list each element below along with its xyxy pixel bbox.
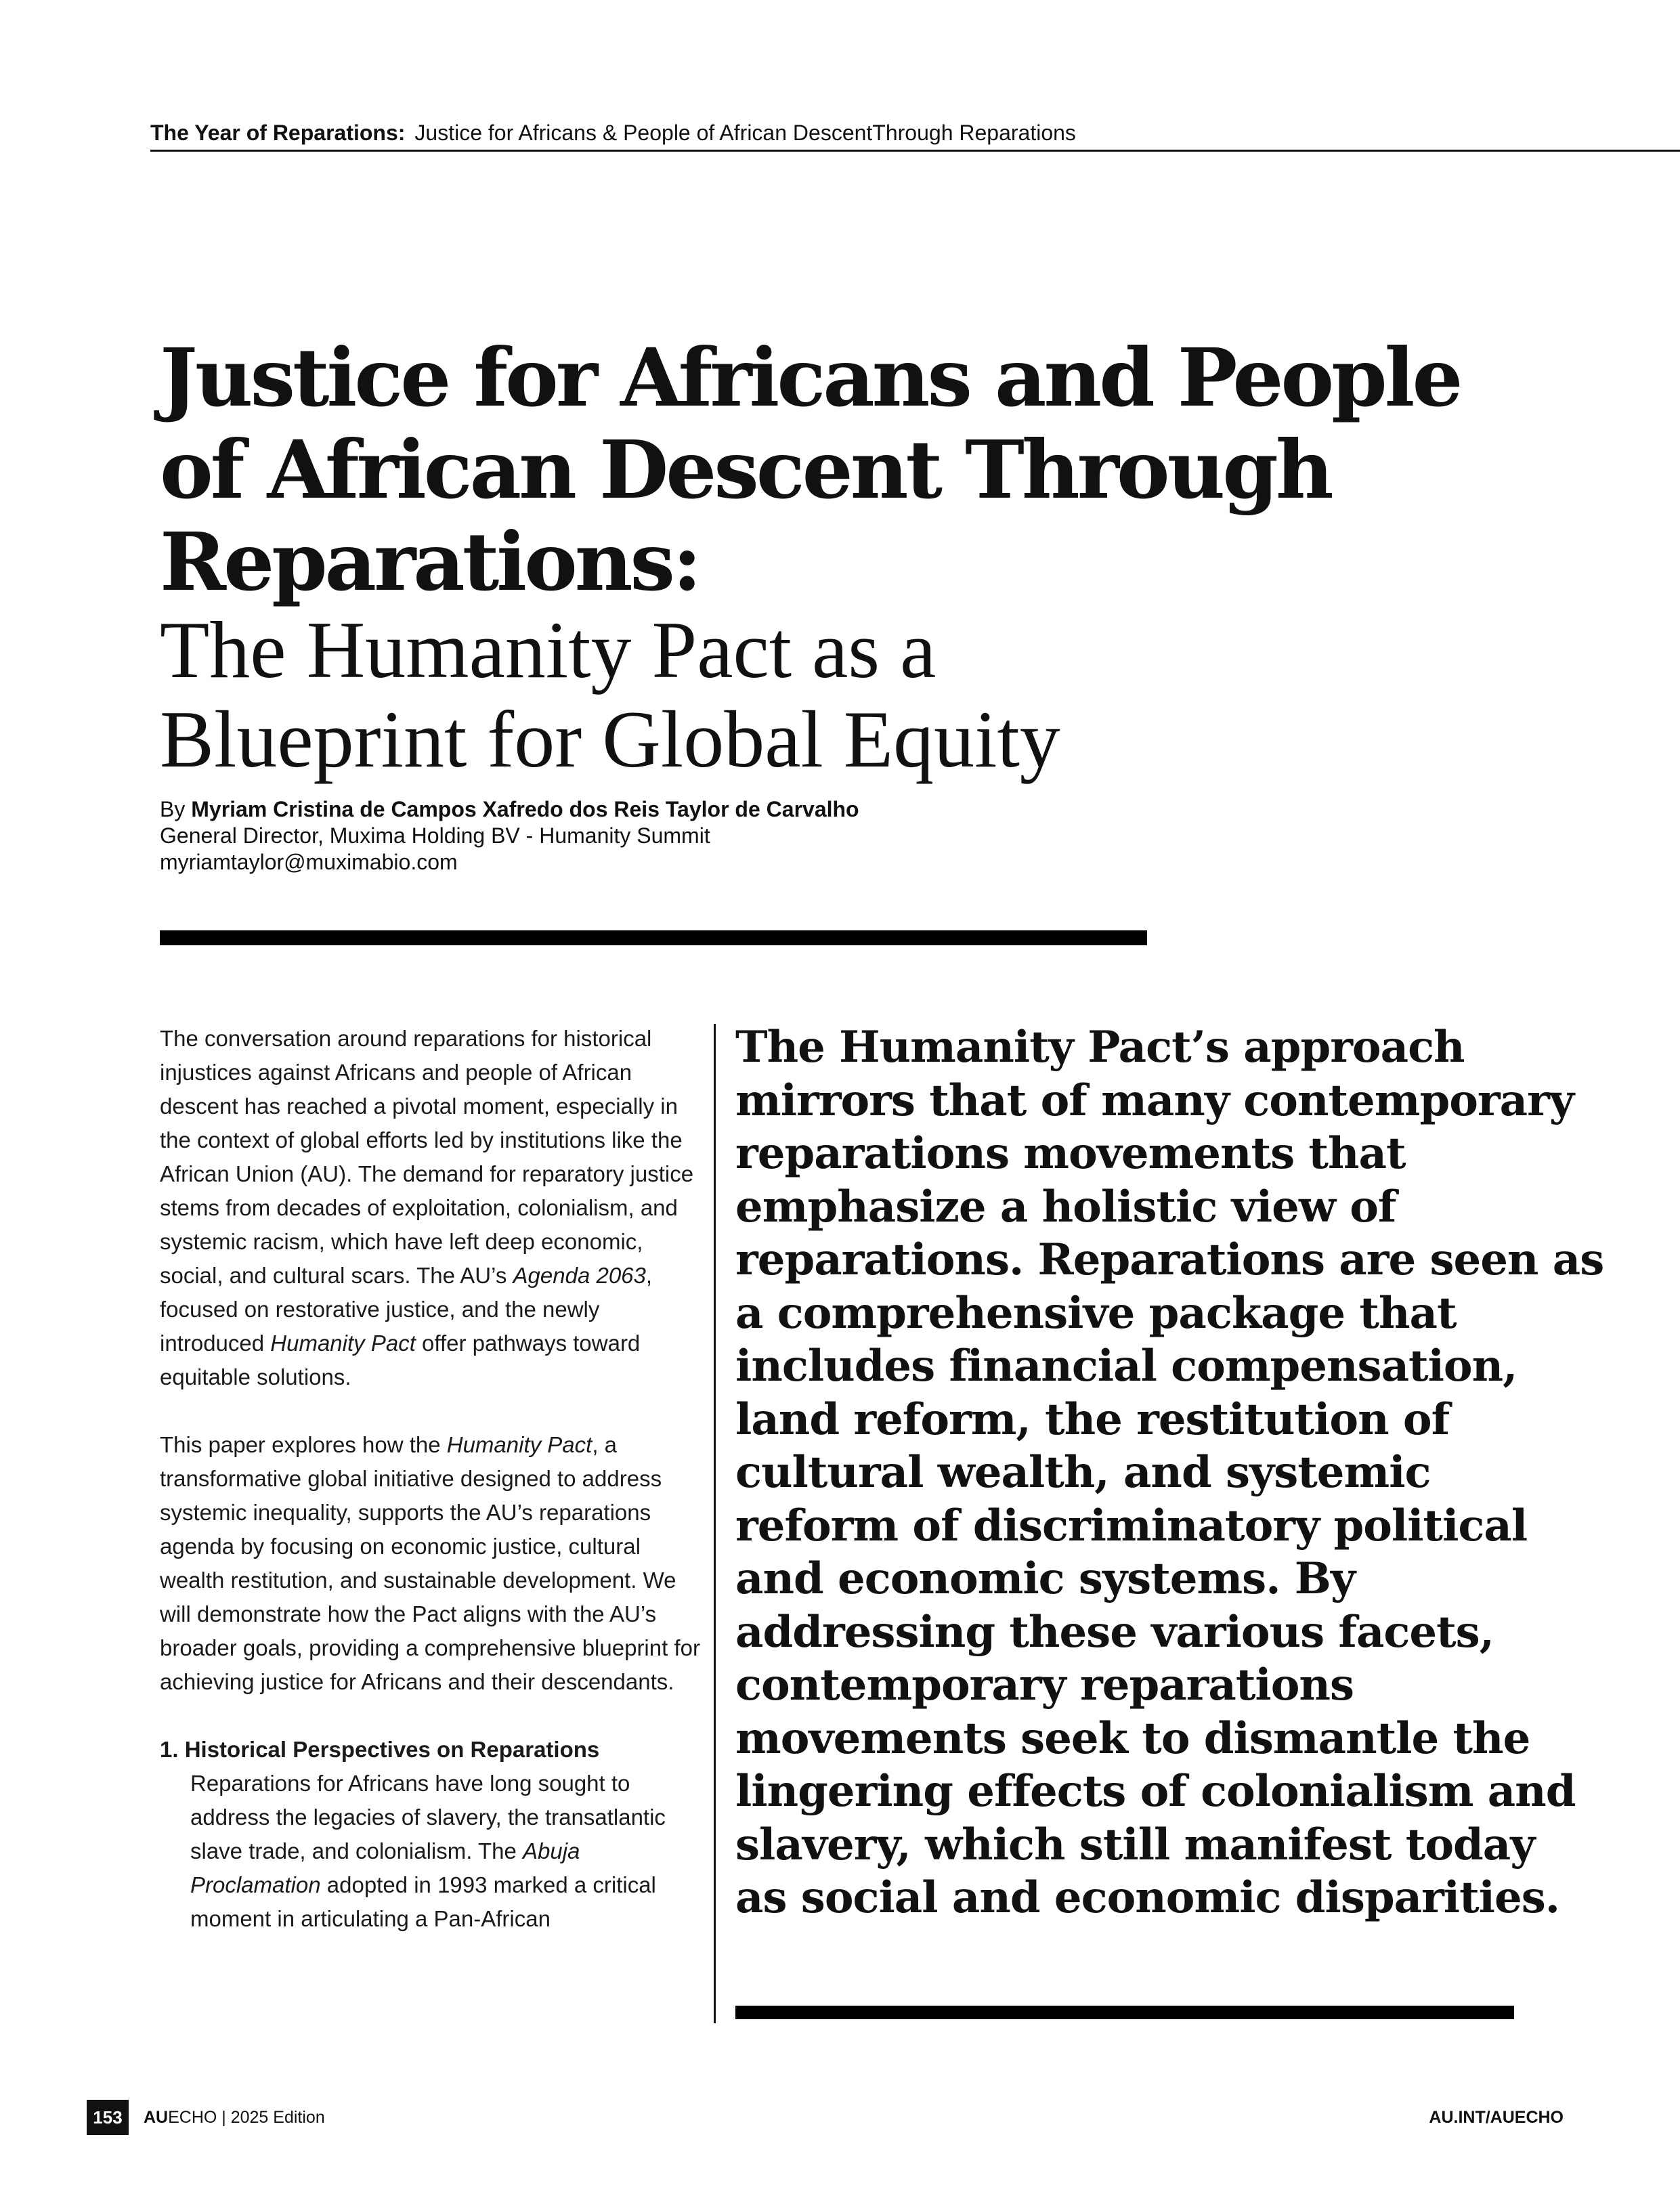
text-run: adopted in 1993 marked a critical moment in articulating a Pan-African [190,1872,656,1931]
column-divider [714,1024,716,2023]
text-run: , focused on restorative justice, and the newly introduced [160,1263,653,1356]
pull-quote-line: includes financial compensation, [735,1341,1517,1392]
author-role: General Director, Muxima Holding BV - Humanity Summit [160,823,710,848]
pull-quote-line: land reform, the restitution of [735,1394,1450,1445]
title-rule [160,930,1147,945]
pull-quote-rule [735,2006,1514,2019]
pull-quote-line: reparations movements that [735,1128,1406,1179]
pull-quote-line: reparations. Reparations are seen as [735,1234,1604,1285]
text-run: offer pathways toward equitable solutions. [160,1331,641,1389]
pull-quote-line: slavery, which still manifest today [735,1819,1535,1870]
pull-quote [735,1021,1604,1925]
italic-run: Humanity Pact [270,1331,416,1356]
article-subtitle [160,605,1311,784]
page-number: 153 [87,2100,129,2135]
text-run: , a transformative global initiative designed to address systemic inequality, supports the AU’s reparations agenda by focusing on economic justice, cultural wealth restitution, and sustainable development. We will demonstrate how the Pact aligns with the AU’s broader goals, providing a comprehensive blueprint for achieving justice for Africans and their descendants. [160,1432,700,1694]
pull-quote-line: lingering effects of colonialism and [735,1766,1576,1817]
pull-quote-line: a comprehensive package that [735,1287,1457,1339]
author-email[interactable]: myriamtaylor@muximabio.com [160,850,458,874]
pull-quote-line: contemporary reparations [735,1660,1354,1710]
subtitle-line: Blueprint for Global Equity [160,694,1060,784]
running-header-title: Justice for Africans & People of African DescentThrough Reparations [414,121,1076,145]
footer-edition: ECHO | 2025 Edition [168,2108,325,2127]
title-line: of African Descent Through [160,423,1331,517]
pull-quote-line: reform of discriminatory political [735,1500,1528,1551]
body-paragraph [160,1022,702,1394]
body-column [160,1022,702,1936]
pull-quote-line: emphasize a holistic view of [735,1181,1396,1232]
section-heading: 1. Historical Perspectives on Reparations [160,1737,600,1762]
footer-url[interactable]: AU.INT/AUECHO [1429,2108,1564,2127]
text-run: This paper explores how the [160,1432,441,1457]
byline [160,796,859,876]
pull-quote-line: addressing these various facets, [735,1606,1494,1658]
title-line: Justice for Africans and People [160,330,1461,425]
byline-by: By [160,797,186,821]
text-run: Reparations for Africans have long sought to address the legacies of slavery, the transatlantic slave trade, and colonialism. The [190,1771,666,1863]
article-title [160,330,1461,609]
author-name: Myriam Cristina de Campos Xafredo dos Reis Taylor de Carvalho [191,797,859,821]
pull-quote-line: The Humanity Pact’s approach [735,1022,1465,1073]
header-rule [150,150,1680,152]
pull-quote-line: movements seek to dismantle the [735,1712,1530,1764]
section-paragraph [160,1767,702,1936]
italic-run: Abuja Proclamation [190,1838,580,1897]
pull-quote-line: cultural wealth, and systemic [735,1447,1431,1498]
text-run: The conversation around reparations for historical injustices against Africans and people of African descent has reached a pivotal moment, especially in the context of global efforts led by institutions like the African Union (AU). The demand for reparatory justice stems from decades of exploitation, colonialism, and systemic racism, which have left deep economic, social, and cultural scars. The AU’s [160,1026,694,1288]
footer-brand: AU [144,2108,169,2127]
italic-run: Humanity Pact [446,1432,593,1457]
pull-quote-line: mirrors that of many contemporary [735,1075,1574,1126]
pull-quote-line: as social and economic disparities. [735,1872,1559,1923]
italic-run: Agenda 2063 [513,1263,646,1288]
running-header-series: The Year of Reparations: [150,121,406,145]
footer-publication [144,2106,325,2129]
body-paragraph [160,1428,702,1699]
pull-quote-line: and economic systems. By [735,1553,1356,1604]
running-header [150,119,1076,146]
title-line: Reparations: [160,515,699,609]
subtitle-line: The Humanity Pact as a [160,605,936,695]
